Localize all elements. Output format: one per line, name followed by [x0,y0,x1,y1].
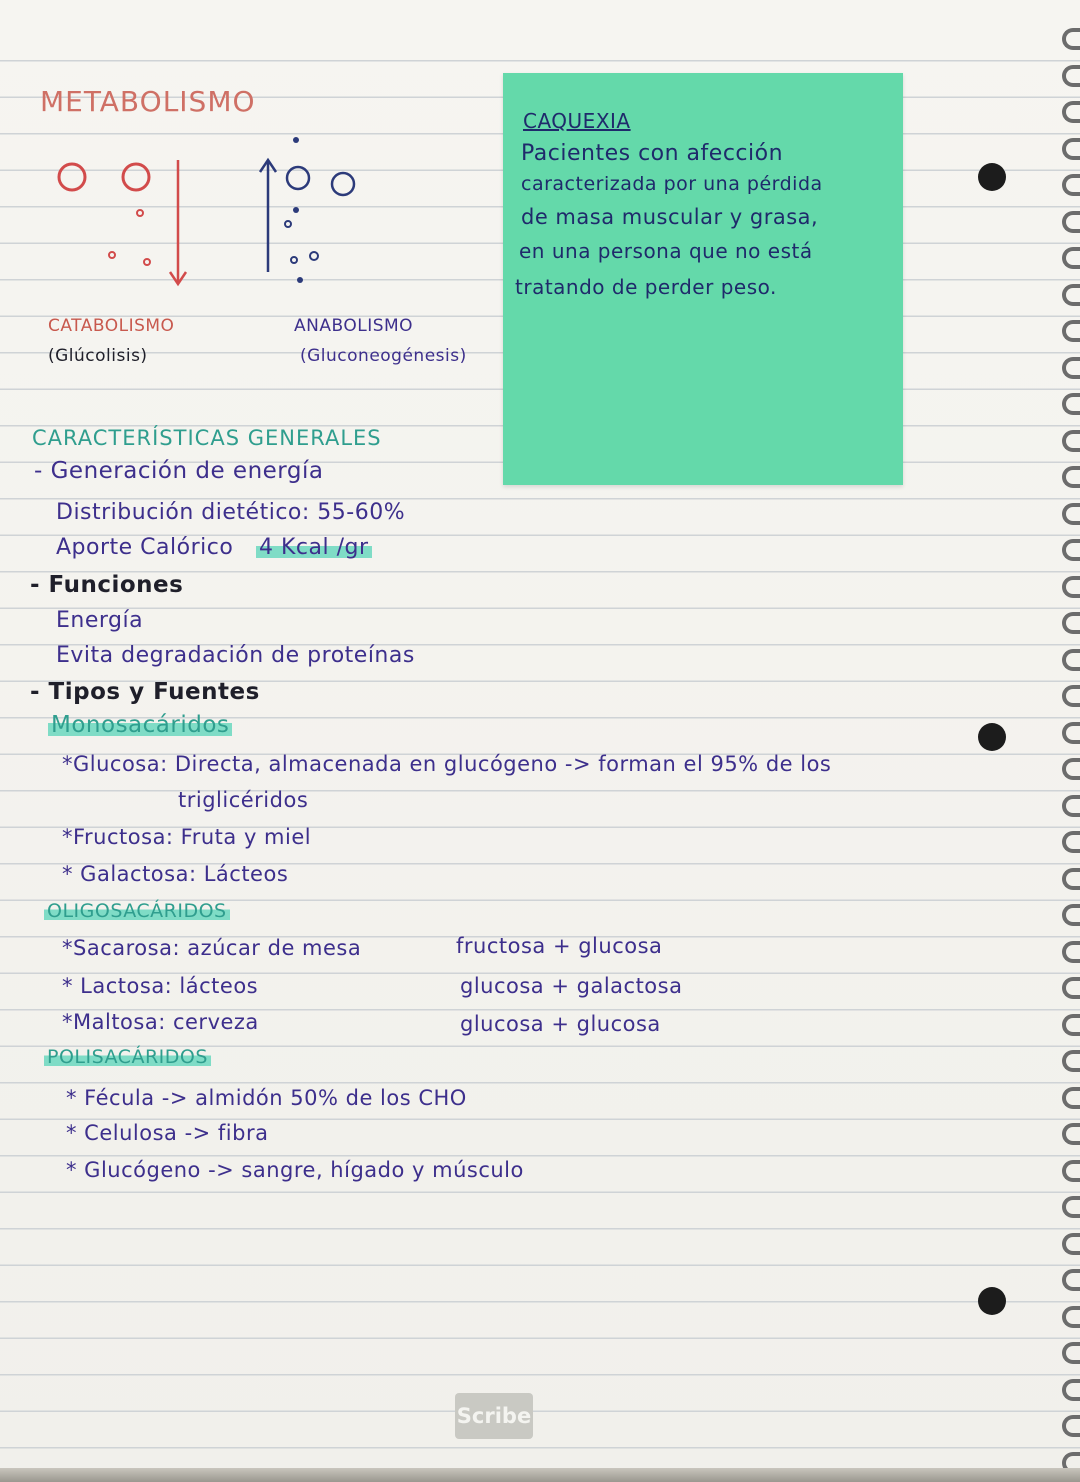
spiral-ring [1062,174,1080,196]
monosacaridos-item: triglicéridos [178,788,309,812]
funciones-item: Evita degradación de proteínas [56,643,415,668]
oligosacaridos-title: OLIGOSACÁRIDOS [44,902,230,921]
spiral-ring [1062,65,1080,87]
spiral-ring [1062,1160,1080,1182]
small-molecule-circle [144,259,150,265]
spiral-ring [1062,1196,1080,1218]
polisacaridos-item: * Fécula -> almidón 50% de los CHO [66,1086,467,1110]
spiral-ring [1062,941,1080,963]
page-title: METABOLISMO [40,85,256,118]
spiral-ring [1062,284,1080,306]
punch-hole [978,163,1006,191]
sticky-note-line: tratando de perder peso. [515,275,777,299]
spiral-ring [1062,1415,1080,1437]
spiral-ring [1062,649,1080,671]
spiral-ring [1062,101,1080,123]
small-molecule-dot [297,277,303,283]
metabolism-diagram-drawing [0,0,500,300]
polisacaridos-item: * Glucógeno -> sangre, hígado y músculo [66,1158,524,1182]
small-molecule-dot [293,137,299,143]
catabolism-label: CATABOLISMO [48,316,175,336]
small-molecule-dot [293,207,299,213]
spiral-ring [1062,1050,1080,1072]
oligosacaridos-item: * Lactosa: lácteos [62,974,259,998]
monosacaridos-title: Monosacáridos [48,714,232,737]
distribucion-text: Distribución dietético: 55-60% [56,500,406,525]
polisacaridos-title: POLISACÁRIDOS [44,1048,211,1067]
spiral-ring [1062,977,1080,999]
sticky-note-line: caracterizada por una pérdida [521,173,823,195]
spiral-ring [1062,795,1080,817]
large-molecule-circle [287,167,309,189]
spiral-ring [1062,539,1080,561]
spiral-ring [1062,576,1080,598]
aporte-value: 4 Kcal /gr [256,537,372,559]
spiral-ring [1062,1014,1080,1036]
funciones-heading: - Funciones [30,572,184,598]
oligosacaridos-composition: glucosa + glucosa [460,1012,661,1036]
punch-hole [978,1287,1006,1315]
small-molecule-circle [109,252,115,258]
spiral-ring [1062,211,1080,233]
generacion-heading: - Generación de energía [34,458,324,484]
punch-hole [978,723,1006,751]
sticky-note [503,73,903,485]
spiral-ring [1062,1379,1080,1401]
spiral-ring [1062,1087,1080,1109]
spiral-ring [1062,685,1080,707]
sticky-note-line: de masa muscular y grasa, [521,205,819,229]
small-molecule-circle [291,257,297,263]
large-molecule-circle [332,173,354,195]
small-molecule-circle [285,221,291,227]
oligosacaridos-composition: glucosa + galactosa [460,974,683,998]
large-molecule-circle [123,164,149,190]
funciones-item: Energía [56,608,144,633]
small-molecule-circle [137,210,143,216]
spiral-ring [1062,357,1080,379]
spiral-ring [1062,1123,1080,1145]
spiral-ring [1062,430,1080,452]
sticky-note-title: CAQUEXIA [523,109,631,133]
spiral-ring [1062,247,1080,269]
polisacaridos-item: * Celulosa -> fibra [66,1121,269,1145]
spiral-ring [1062,320,1080,342]
tipos-heading: - Tipos y Fuentes [30,679,260,705]
small-molecule-circle [310,252,318,260]
anabolism-sublabel: (Gluconeogénesis) [300,346,467,366]
spiral-ring [1062,503,1080,525]
spiral-ring [1062,1269,1080,1291]
monosacaridos-item: *Fructosa: Fruta y miel [62,825,312,849]
spiral-ring [1062,831,1080,853]
large-molecule-circle [59,164,85,190]
section-title: CARACTERÍSTICAS GENERALES [32,426,382,450]
spiral-ring [1062,466,1080,488]
monosacaridos-item: *Glucosa: Directa, almacenada en glucógeno -> forman el 95% de los [62,752,832,776]
spiral-ring [1062,138,1080,160]
spiral-ring [1062,1306,1080,1328]
spiral-ring [1062,612,1080,634]
aporte-label: Aporte Calórico [56,535,234,560]
scribe-watermark: Scribe [455,1393,533,1439]
spiral-ring [1062,28,1080,50]
spiral-ring [1062,393,1080,415]
oligosacaridos-item: *Sacarosa: azúcar de mesa [62,936,362,960]
anabolism-label: ANABOLISMO [294,316,414,336]
monosacaridos-item: * Galactosa: Lácteos [62,862,289,886]
spiral-ring [1062,904,1080,926]
spiral-ring [1062,722,1080,744]
spiral-ring [1062,1342,1080,1364]
oligosacaridos-item: *Maltosa: cerveza [62,1010,259,1034]
spiral-ring [1062,868,1080,890]
page-bottom-edge [0,1468,1080,1482]
catabolism-sublabel: (Glúcolisis) [48,346,148,366]
spiral-ring [1062,758,1080,780]
spiral-ring [1062,1233,1080,1255]
sticky-note-line: Pacientes con afección [521,141,784,166]
sticky-note-line: en una persona que no está [519,239,813,263]
oligosacaridos-composition: fructosa + glucosa [456,934,663,958]
